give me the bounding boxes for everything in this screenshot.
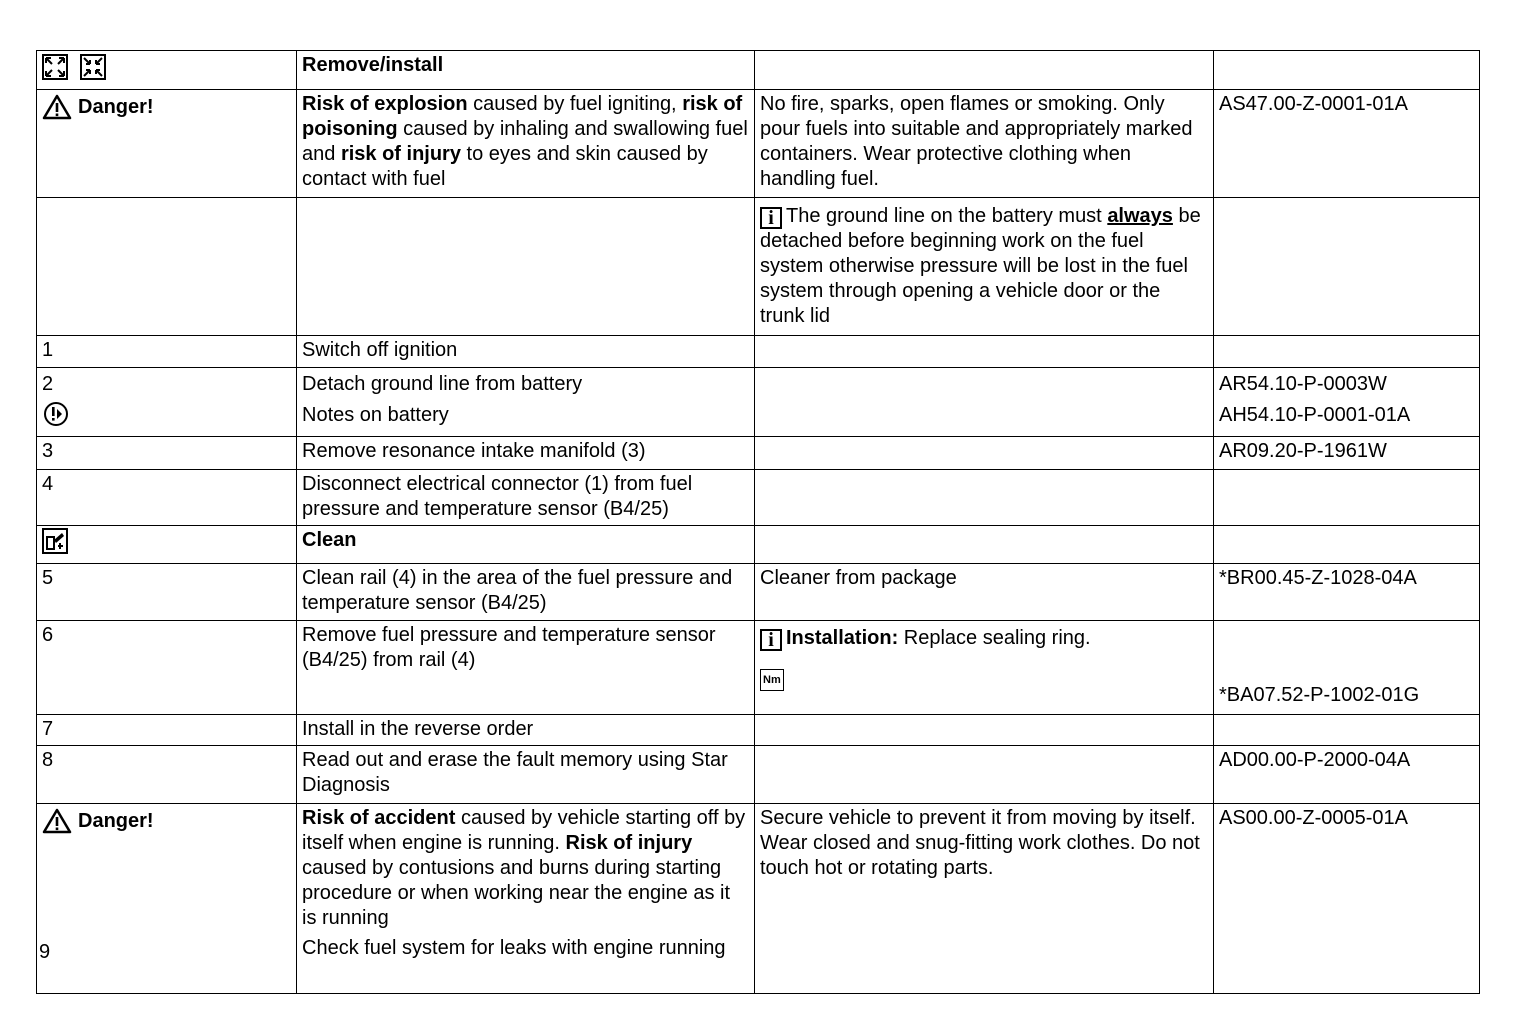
step-number: 5: [37, 564, 297, 621]
step-text: Remove resonance intake manifold (3): [297, 437, 755, 470]
remove-icon: [42, 54, 68, 87]
step-number: 3: [37, 437, 297, 470]
step-number: 9: [39, 941, 51, 963]
step-text: Disconnect electrical connector (1) from fuel pressure and temperature sensor (B4/25): [297, 470, 755, 526]
step-row: [37, 564, 1480, 621]
clean-title: Clean: [297, 526, 755, 564]
step-number: 4: [37, 470, 297, 526]
step-row: [37, 470, 1480, 526]
step-ref: AD00.00-P-2000-04A: [1214, 746, 1480, 804]
step-row: [37, 437, 1480, 470]
step-text: Clean rail (4) in the area of the fuel pressure and temperature sensor (B4/25): [297, 564, 755, 621]
warning-triangle-icon: [42, 94, 72, 120]
install-icon: [80, 54, 106, 87]
info-text: i The ground line on the battery must always be detached before beginning work on the fuel system otherwise pressure will be lost in the fuel system through opening a vehicle door or the trunk lid: [755, 198, 1214, 336]
step-number: 8: [37, 746, 297, 804]
step-text: Remove fuel pressure and temperature sensor (B4/25) from rail (4): [297, 621, 755, 715]
step-row: [37, 715, 1480, 746]
step-number: 1: [37, 336, 297, 368]
header-icons-cell: [37, 51, 297, 90]
danger-row: [37, 90, 1480, 198]
step-text: Check fuel system for leaks with engine running: [302, 937, 726, 959]
warning-triangle-icon: [42, 808, 72, 834]
step-row: [37, 336, 1480, 368]
step-row: [37, 746, 1480, 804]
battery-note-ref: AH54.10-P-0001-01A: [1219, 404, 1411, 426]
info-icon: i: [760, 629, 782, 651]
danger-label: Danger!: [42, 94, 154, 120]
clean-header-row: [37, 526, 1480, 564]
torque-icon: Nm: [760, 669, 784, 691]
header-title: Remove/install: [297, 51, 755, 90]
step-ref: AR09.20-P-1961W: [1214, 437, 1480, 470]
danger-row: [37, 804, 1480, 994]
step-text: Switch off ignition: [297, 336, 755, 368]
step-text: Detach ground line from battery: [302, 373, 583, 395]
danger-measures: Secure vehicle to prevent it from moving by itself. Wear closed and snug-fitting work clothes. Do not touch hot or rotating parts.: [755, 804, 1214, 994]
info-row: [37, 198, 1480, 336]
danger-risk-text: Risk of accident caused by vehicle starting off by itself when engine is running. Risk of injury caused by contusions and burns during starting procedure or when working near the engine as it is running: [302, 807, 746, 929]
danger-risk-text: Risk of explosion caused by fuel igniting, risk of poisoning caused by inhaling and swallowing fuel and risk of injury to eyes and skin caused by contact with fuel: [297, 90, 755, 198]
danger-ref: AS47.00-Z-0001-01A: [1214, 90, 1480, 198]
step-ref: *BA07.52-P-1002-01G: [1219, 684, 1420, 706]
step-number: 7: [37, 715, 297, 746]
note-icon: [42, 401, 291, 434]
step-row: [37, 368, 1480, 437]
header-row: [37, 51, 1480, 90]
step-note: Cleaner from package: [755, 564, 1214, 621]
step-ref: *BR00.45-Z-1028-04A: [1214, 564, 1480, 621]
info-icon: i: [760, 207, 782, 229]
step-text: Read out and erase the fault memory using Star Diagnosis: [297, 746, 755, 804]
danger-label: Danger!: [42, 808, 154, 834]
step-ref: AR54.10-P-0003W: [1219, 373, 1387, 395]
danger-measures: No fire, sparks, open flames or smoking. Only pour fuels into suitable and appropriately marked containers. Wear protective clothing when handling fuel.: [755, 90, 1214, 198]
danger-ref: AS00.00-Z-0005-01A: [1214, 804, 1480, 994]
step-text: Install in the reverse order: [297, 715, 755, 746]
step-row: [37, 621, 1480, 715]
step-number: 6: [37, 621, 297, 715]
clean-icon: [42, 528, 68, 561]
procedure-table: [36, 50, 1480, 994]
step-number: 2: [42, 373, 54, 395]
installation-note: i Installation: Replace sealing ring.: [760, 626, 1208, 651]
battery-note-text: Notes on battery: [302, 404, 449, 426]
